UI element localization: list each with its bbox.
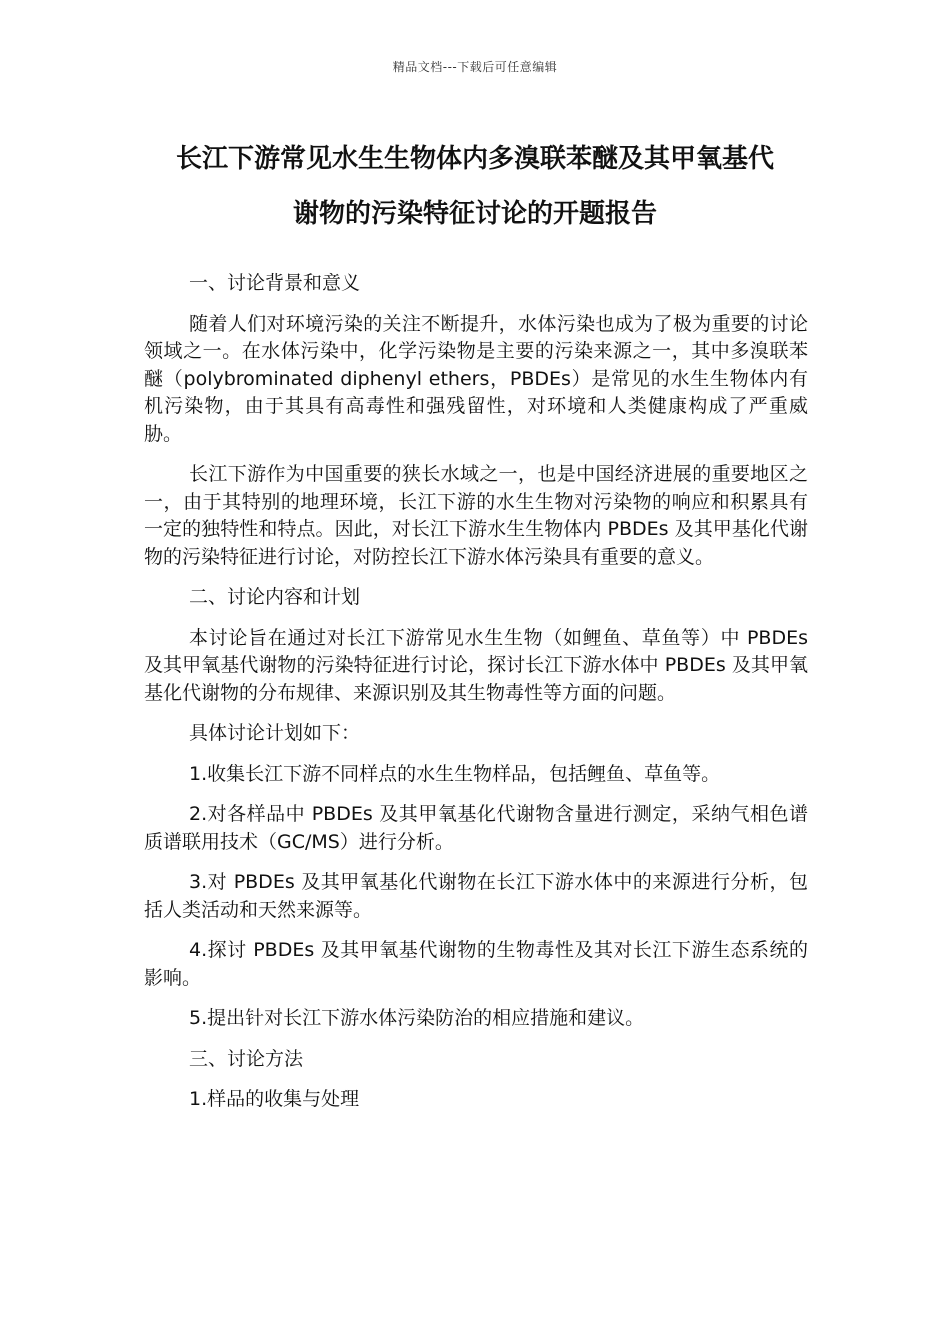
- paragraph-plan-intro: 具体讨论计划如下：: [189, 722, 361, 744]
- title-line-1: 长江下游常见水生生物体内多溴联苯醚及其甲氧基代: [175, 144, 774, 174]
- section-heading-methods: 三、讨论方法: [189, 1047, 304, 1070]
- document-title: [120, 132, 830, 242]
- title-line-2: 谢物的污染特征讨论的开题报告: [292, 199, 657, 229]
- method-item-1: 1.样品的收集与处理: [189, 1088, 360, 1110]
- section-heading-content: 二、讨论内容和计划: [189, 586, 361, 608]
- paragraph-background-2: 长江下游作为中国重要的狭长水域之一，也是中国经济进展的重要地区之一，由于其特别的地理环境，长江下游的水生生物对污染物的响应和积累具有一定的独特性和特点。因此，对长江下游水生生物体内 PBDEs 及其甲基化代谢物的污染特征进行讨论，对防控长江下游水体污染具有重要的意义。: [144, 463, 808, 568]
- plan-item-2: 2.对各样品中 PBDEs 及其甲氧基化代谢物含量进行测定，采纳气相色谱质谱联用技术（GC/MS）进行分析。: [144, 803, 808, 853]
- plan-item-1: 1.收集长江下游不同样点的水生生物样品，包括鲤鱼、草鱼等。: [189, 762, 721, 785]
- paragraph-background-1: 随着人们对环境污染的关注不断提升，水体污染也成为了极为重要的讨论领域之一。在水体污染中，化学污染物是主要的污染来源之一，其中多溴联苯醚（polybrominated diphenyl ethers，PBDEs）是常见的水生生物体内有机污染物，由于其具有高毒性和强残留性，对环境和人类健康构成了严重威胁。: [144, 312, 808, 445]
- plan-item-3: 3.对 PBDEs 及其甲氧基化代谢物在长江下游水体中的来源进行分析，包括人类活动和天然来源等。: [144, 871, 808, 921]
- plan-item-4: 4.探讨 PBDEs 及其甲氧基代谢物的生物毒性及其对长江下游生态系统的影响。: [144, 939, 808, 989]
- document-body: [144, 270, 808, 1127]
- header-note: 精品文档---下载后可任意编辑: [392, 60, 558, 74]
- section-heading-background: 一、讨论背景和意义: [189, 272, 361, 294]
- plan-item-5: 5.提出针对长江下游水体污染防治的相应措施和建议。: [189, 1007, 645, 1029]
- paragraph-content-1: 本讨论旨在通过对长江下游常见水生生物（如鲤鱼、草鱼等）中 PBDEs 及其甲氧基代谢物的污染特征进行讨论，探讨长江下游水体中 PBDEs 及其甲氧基化代谢物的分布规律、来源识别及其生物毒性等方面的问题。: [144, 626, 808, 704]
